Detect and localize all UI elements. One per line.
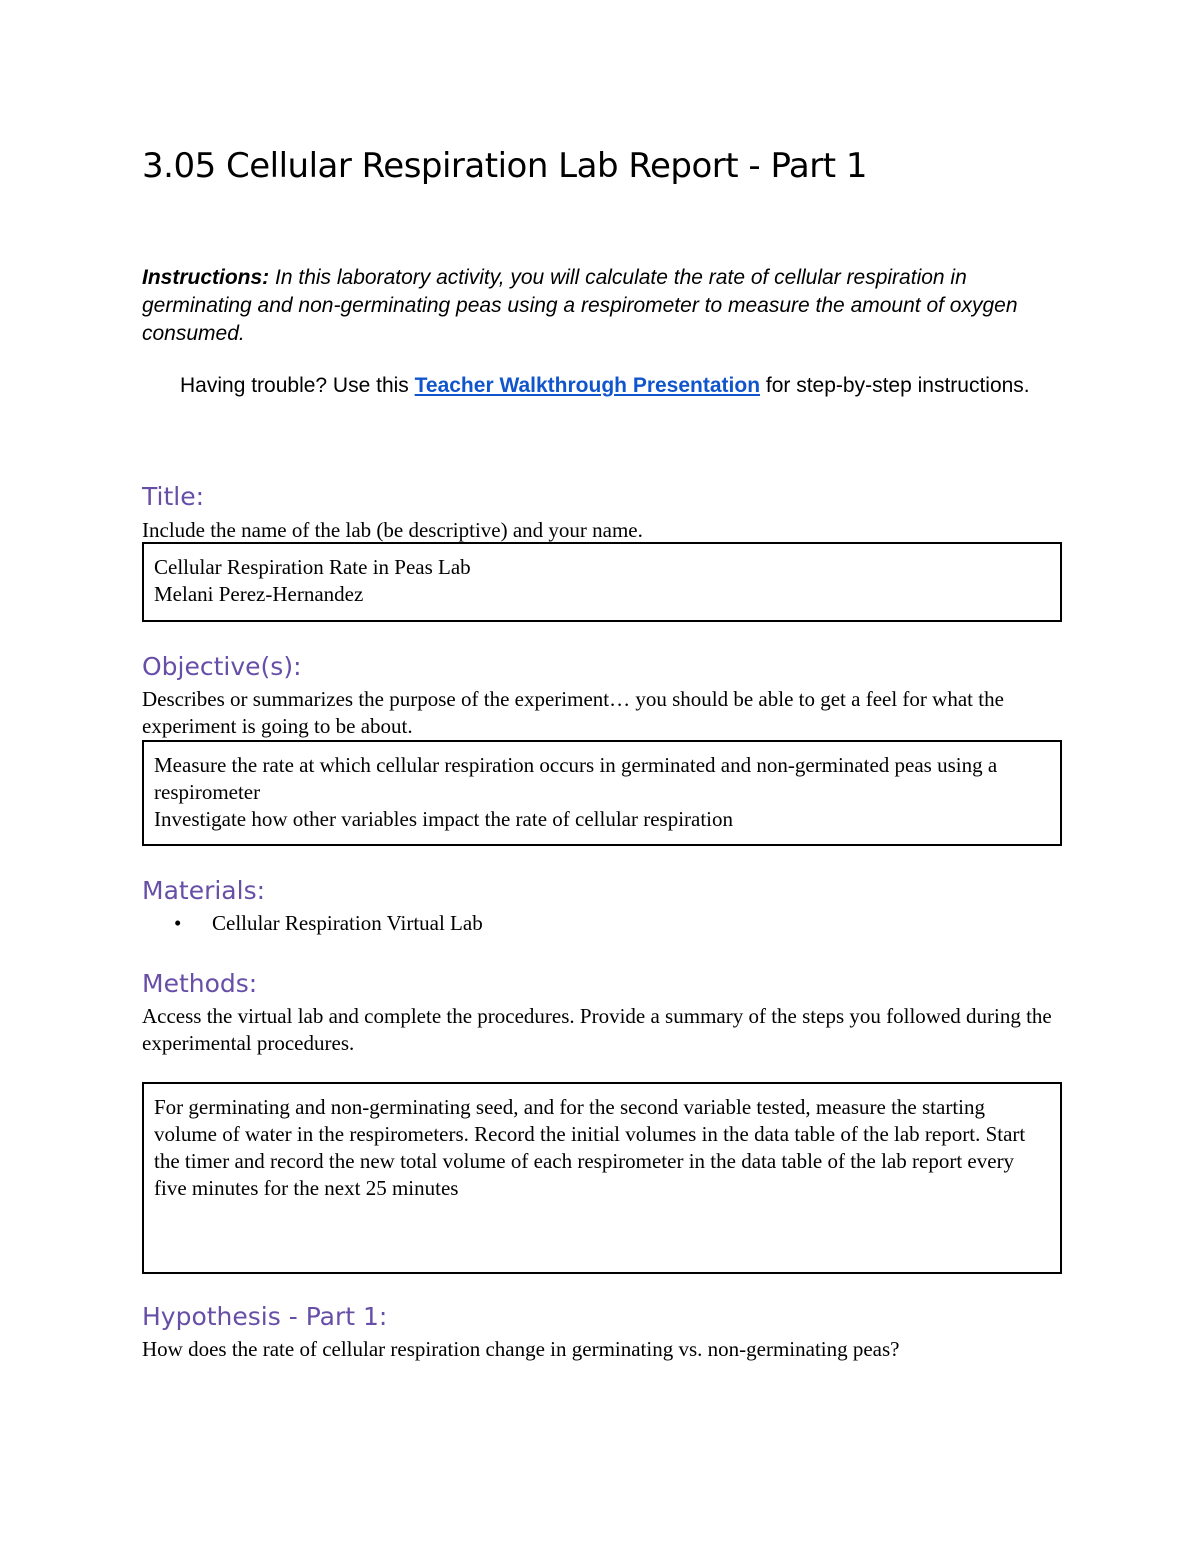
methods-heading: Methods: bbox=[142, 969, 258, 998]
materials-item-text: Cellular Respiration Virtual Lab bbox=[212, 911, 483, 935]
objectives-answer-box[interactable] bbox=[142, 740, 1062, 846]
title-heading: Title: bbox=[142, 482, 204, 511]
teacher-walkthrough-link[interactable]: Teacher Walkthrough Presentation bbox=[414, 374, 761, 397]
materials-list bbox=[142, 910, 483, 937]
materials-heading: Materials: bbox=[142, 876, 266, 905]
methods-answer-box[interactable] bbox=[142, 1082, 1062, 1274]
help-text-after: for step-by-step instructions. bbox=[760, 374, 1030, 397]
title-answer-line: Melani Perez-Hernandez bbox=[154, 582, 364, 606]
page-title: 3.05 Cellular Respiration Lab Report - Part 1 bbox=[142, 146, 868, 186]
hypothesis-description: How does the rate of cellular respiration change in germinating vs. non-germinating peas? bbox=[142, 1337, 900, 1361]
title-description: Include the name of the lab (be descriptive) and your name. bbox=[142, 518, 643, 542]
objectives-heading: Objective(s): bbox=[142, 652, 302, 681]
hypothesis-heading: Hypothesis - Part 1: bbox=[142, 1302, 388, 1331]
help-text-before: Having trouble? Use this bbox=[180, 374, 415, 397]
instructions-text: In this laboratory activity, you will calculate the rate of cellular respiration in germinating and non-germinating peas using a respirometer to measure the amount of oxygen consumed. bbox=[142, 266, 1018, 345]
list-item bbox=[142, 910, 483, 937]
help-paragraph bbox=[142, 372, 1062, 400]
instructions-paragraph bbox=[142, 264, 1062, 348]
instructions-label: Instructions: bbox=[142, 266, 270, 289]
methods-answer-text: For germinating and non-germinating seed, and for the second variable tested, measure the starting volume of water in the respirometers. Record the initial volumes in the data table of the lab report. Start the timer and record the new total volume of each respirometer in the data table of the lab report every five minutes for the next 25 minutes bbox=[154, 1095, 1026, 1200]
bullet-icon: • bbox=[174, 911, 182, 935]
objectives-answer-line: Measure the rate at which cellular respiration occurs in germinated and non-germinated peas using a respirometer bbox=[154, 753, 998, 804]
objectives-description: Describes or summarizes the purpose of the experiment… you should be able to get a feel for what the experiment is going to be about. bbox=[142, 687, 1004, 738]
methods-description: Access the virtual lab and complete the procedures. Provide a summary of the steps you followed during the experimental procedures. bbox=[142, 1004, 1052, 1055]
title-answer-box[interactable] bbox=[142, 542, 1062, 622]
objectives-answer-line: Investigate how other variables impact the rate of cellular respiration bbox=[154, 807, 734, 831]
title-answer-line: Cellular Respiration Rate in Peas Lab bbox=[154, 555, 471, 579]
